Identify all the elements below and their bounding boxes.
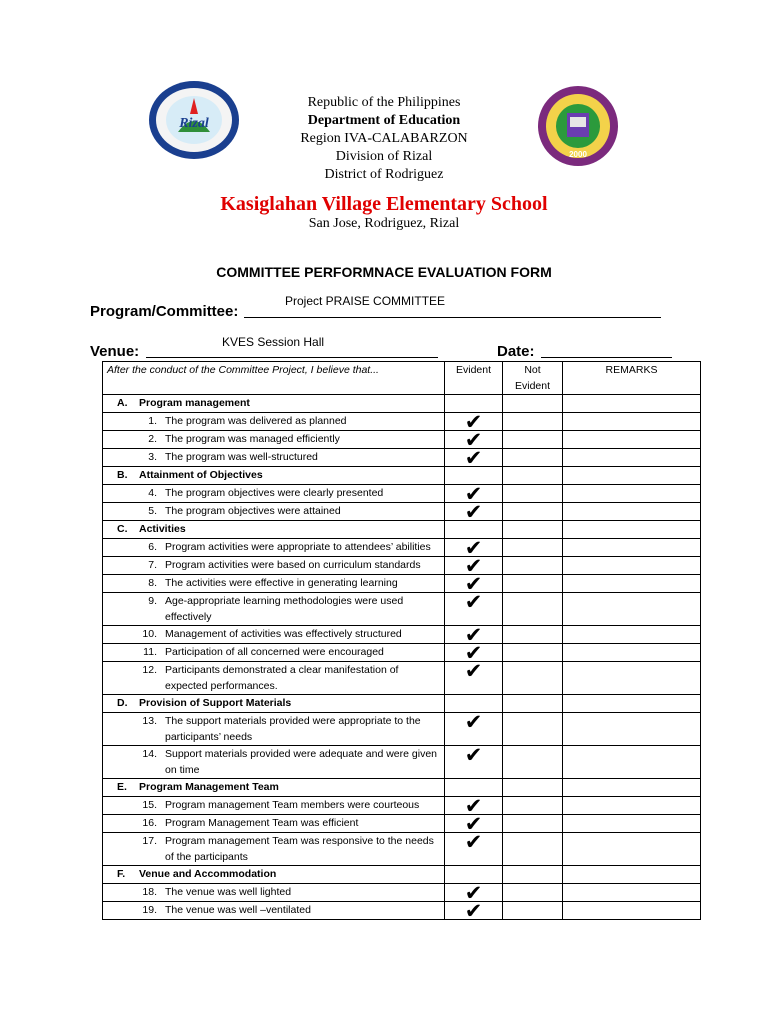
remarks-cell[interactable]: [563, 695, 701, 713]
checkmark-icon: ✔: [464, 830, 483, 854]
criterion-text: Program Management Team was efficient: [165, 817, 359, 829]
criterion-text: The venue was well –ventilated: [165, 904, 311, 916]
criterion-text: The program was delivered as planned: [165, 415, 347, 427]
evident-cell[interactable]: [445, 500, 503, 524]
checkmark-icon: ✔: [464, 572, 483, 596]
table-row: [103, 539, 701, 557]
remarks-cell[interactable]: [563, 575, 701, 593]
criterion-cell: [103, 449, 445, 467]
section-title: Attainment of Objectives: [139, 469, 263, 481]
criterion-text: Program activities were based on curriculum standards: [165, 559, 421, 571]
section-row: [103, 395, 701, 413]
table-row: [103, 449, 701, 467]
not-evident-cell[interactable]: [503, 779, 563, 797]
venue-line[interactable]: [146, 357, 438, 358]
criterion-text: The support materials provided were appropriate to the participants’ needs: [165, 715, 421, 743]
not-evident-cell[interactable]: [503, 575, 563, 593]
criterion-text: Program management Team members were courteous: [165, 799, 420, 811]
remarks-cell[interactable]: [563, 593, 701, 626]
table-row: [103, 644, 701, 662]
criterion-cell: [103, 644, 445, 662]
checkmark-icon: ✔: [464, 710, 483, 734]
criterion-cell: [103, 575, 445, 593]
header-remarks: REMARKS: [563, 362, 701, 395]
checkmark-icon: ✔: [464, 743, 483, 767]
not-evident-cell[interactable]: [503, 503, 563, 521]
section-title: Provision of Support Materials: [139, 697, 292, 709]
table-row: [103, 884, 701, 902]
section-title: Program Management Team: [139, 781, 279, 793]
date-line[interactable]: [541, 357, 672, 358]
school-name: Kasiglahan Village Elementary School: [220, 193, 548, 215]
not-evident-cell[interactable]: [503, 866, 563, 884]
table-row: [103, 485, 701, 503]
header-district: District of Rodriguez: [324, 167, 444, 182]
criterion-number: 7.: [148, 559, 157, 571]
not-evident-cell[interactable]: [503, 815, 563, 833]
remarks-cell[interactable]: [563, 539, 701, 557]
venue-label: Venue:: [90, 343, 140, 360]
criterion-number: 13.: [142, 715, 157, 727]
section-letter: B.: [117, 469, 128, 481]
remarks-cell[interactable]: [563, 815, 701, 833]
not-evident-cell[interactable]: [503, 833, 563, 866]
not-evident-cell[interactable]: [503, 746, 563, 779]
checkmark-icon: ✔: [464, 881, 483, 905]
criterion-text: Program management Team was responsive to the needs of the participants: [165, 835, 434, 863]
checkmark-icon: ✔: [464, 590, 483, 614]
criterion-number: 14.: [142, 748, 157, 760]
remarks-cell[interactable]: [563, 797, 701, 815]
criterion-cell: [103, 815, 445, 833]
evident-cell[interactable]: [445, 659, 503, 695]
checkmark-icon: ✔: [464, 410, 483, 434]
header-not-evident: Not Evident: [503, 362, 563, 395]
remarks-cell[interactable]: [563, 866, 701, 884]
section-letter: C.: [117, 523, 128, 535]
remarks-cell[interactable]: [563, 467, 701, 485]
criterion-cell: [103, 503, 445, 521]
header-republic: Republic of the Philippines: [307, 95, 461, 110]
table-row: [103, 815, 701, 833]
evident-cell[interactable]: [445, 899, 503, 923]
criterion-text: The program was managed efficiently: [165, 433, 340, 445]
not-evident-cell[interactable]: [503, 413, 563, 431]
remarks-cell[interactable]: [563, 662, 701, 695]
criterion-number: 10.: [142, 628, 157, 640]
criterion-cell: [103, 746, 445, 779]
section-title: Activities: [139, 523, 186, 535]
section-heading: [103, 467, 445, 485]
criterion-number: 12.: [142, 664, 157, 676]
criterion-number: 9.: [148, 595, 157, 607]
section-title: Venue and Accommodation: [139, 868, 277, 880]
checkmark-icon: ✔: [464, 536, 483, 560]
remarks-cell[interactable]: [563, 449, 701, 467]
section-title: Program management: [139, 397, 250, 409]
checkmark-icon: ✔: [464, 659, 483, 683]
checkmark-icon: ✔: [464, 812, 483, 836]
evaluation-table: [102, 361, 701, 923]
checkmark-icon: ✔: [464, 794, 483, 818]
table-row: [103, 503, 701, 521]
header-region: Region IVA-CALABARZON: [300, 131, 468, 146]
remarks-cell[interactable]: [563, 644, 701, 662]
table-row: [103, 713, 701, 746]
not-evident-cell[interactable]: [503, 557, 563, 575]
header-evident: Evident: [445, 362, 503, 395]
section-row: [103, 521, 701, 539]
not-evident-cell[interactable]: [503, 644, 563, 662]
section-letter: E.: [117, 781, 127, 793]
criterion-number: 1.: [148, 415, 157, 427]
table-row: [103, 797, 701, 815]
remarks-cell[interactable]: [563, 485, 701, 503]
remarks-cell[interactable]: [563, 626, 701, 644]
criterion-cell: [103, 539, 445, 557]
not-evident-cell[interactable]: [503, 713, 563, 746]
remarks-cell[interactable]: [563, 431, 701, 449]
table-row: [103, 902, 701, 920]
header-department: Department of Education: [307, 113, 461, 128]
criterion-text: The activities were effective in generating learning: [165, 577, 398, 589]
criterion-text: The venue was well lighted: [165, 886, 292, 898]
criterion-cell: [103, 662, 445, 695]
criterion-number: 3.: [148, 451, 157, 463]
not-evident-cell[interactable]: [503, 884, 563, 902]
not-evident-cell[interactable]: [503, 539, 563, 557]
table-row: [103, 626, 701, 644]
section-letter: A.: [117, 397, 128, 409]
remarks-cell[interactable]: [563, 713, 701, 746]
table-header-row: [103, 362, 701, 395]
criterion-number: 5.: [148, 505, 157, 517]
section-heading: [103, 395, 445, 413]
school-address: San Jose, Rodriguez, Rizal: [308, 216, 460, 231]
remarks-cell[interactable]: [563, 521, 701, 539]
svg-text:2000: 2000: [569, 150, 587, 159]
checkmark-icon: ✔: [464, 446, 483, 470]
form-title: COMMITTEE PERFORMNACE EVALUATION FORM: [216, 264, 552, 280]
not-evident-cell[interactable]: [503, 902, 563, 920]
criterion-text: Age-appropriate learning methodologies were used effectively: [165, 595, 404, 623]
table-row: [103, 431, 701, 449]
table-row: [103, 746, 701, 779]
evident-cell[interactable]: [445, 590, 503, 626]
table-row: [103, 557, 701, 575]
table-row: [103, 662, 701, 695]
section-letter: D.: [117, 697, 128, 709]
criterion-number: 16.: [142, 817, 157, 829]
criterion-number: 8.: [148, 577, 157, 589]
remarks-cell[interactable]: [563, 902, 701, 920]
table-row: [103, 575, 701, 593]
criterion-cell: [103, 713, 445, 746]
criterion-number: 11.: [143, 646, 157, 658]
remarks-cell[interactable]: [563, 503, 701, 521]
evident-cell[interactable]: [445, 743, 503, 779]
not-evident-cell[interactable]: [503, 467, 563, 485]
not-evident-cell[interactable]: [503, 695, 563, 713]
criterion-cell: [103, 833, 445, 866]
section-heading: [103, 521, 445, 539]
not-evident-cell[interactable]: [503, 797, 563, 815]
criterion-text: Support materials provided were adequate and were given on time: [165, 748, 438, 776]
not-evident-cell[interactable]: [503, 626, 563, 644]
criterion-cell: [103, 431, 445, 449]
criterion-text: Participation of all concerned were encouraged: [165, 646, 384, 658]
criterion-text: Participants demonstrated a clear manifestation of expected performances.: [165, 664, 399, 692]
header-division: Division of Rizal: [335, 149, 433, 164]
svg-text:Rizal: Rizal: [179, 116, 209, 131]
section-letter: F.: [117, 868, 126, 880]
remarks-cell[interactable]: [563, 884, 701, 902]
section-row: [103, 866, 701, 884]
section-heading: [103, 866, 445, 884]
table-row: [103, 833, 701, 866]
section-row: [103, 695, 701, 713]
date-label: Date:: [497, 343, 535, 360]
remarks-cell[interactable]: [563, 779, 701, 797]
checkmark-icon: ✔: [464, 554, 483, 578]
criterion-number: 4.: [148, 487, 157, 499]
checkmark-icon: ✔: [464, 428, 483, 452]
not-evident-cell[interactable]: [503, 395, 563, 413]
remarks-cell[interactable]: [563, 413, 701, 431]
checkmark-icon: ✔: [464, 482, 483, 506]
criterion-text: The program objectives were attained: [165, 505, 341, 517]
criterion-cell: [103, 413, 445, 431]
not-evident-cell[interactable]: [503, 449, 563, 467]
table-row: [103, 593, 701, 626]
criterion-number: 2.: [148, 433, 157, 445]
criterion-cell: [103, 884, 445, 902]
program-committee-line[interactable]: [244, 317, 661, 318]
section-heading: [103, 695, 445, 713]
evident-cell[interactable]: [445, 710, 503, 746]
venue-value: KVES Session Hall: [222, 335, 325, 349]
criterion-cell: [103, 593, 445, 626]
not-evident-cell[interactable]: [503, 521, 563, 539]
remarks-cell[interactable]: [563, 746, 701, 779]
criterion-number: 15.: [142, 799, 157, 811]
remarks-cell[interactable]: [563, 833, 701, 866]
remarks-cell[interactable]: [563, 395, 701, 413]
criterion-cell: [103, 485, 445, 503]
evident-cell[interactable]: [445, 830, 503, 866]
criterion-cell: [103, 557, 445, 575]
criterion-text: Program activities were appropriate to attendees’ abilities: [165, 541, 431, 553]
program-committee-value: Project PRAISE COMMITTEE: [285, 294, 446, 308]
evident-cell[interactable]: [445, 446, 503, 470]
criterion-number: 18.: [142, 886, 157, 898]
section-heading: [103, 779, 445, 797]
not-evident-cell[interactable]: [503, 662, 563, 695]
checkmark-icon: ✔: [464, 623, 483, 647]
not-evident-cell[interactable]: [503, 431, 563, 449]
criterion-number: 19.: [142, 904, 157, 916]
table-row: [103, 413, 701, 431]
criterion-number: 6.: [148, 541, 157, 553]
remarks-cell[interactable]: [563, 557, 701, 575]
not-evident-cell[interactable]: [503, 593, 563, 626]
checkmark-icon: ✔: [464, 641, 483, 665]
section-row: [103, 779, 701, 797]
criterion-cell: [103, 902, 445, 920]
section-row: [103, 467, 701, 485]
criterion-text: The program was well-structured: [165, 451, 318, 463]
criterion-cell: [103, 626, 445, 644]
checkmark-icon: ✔: [464, 500, 483, 524]
not-evident-cell[interactable]: [503, 485, 563, 503]
criterion-cell: [103, 797, 445, 815]
criterion-number: 17.: [142, 835, 157, 847]
program-committee-label: Program/Committee:: [90, 303, 239, 320]
criterion-text: The program objectives were clearly presented: [165, 487, 384, 499]
checkmark-icon: ✔: [464, 899, 483, 923]
criterion-text: Management of activities was effectively structured: [165, 628, 402, 640]
header-question: After the conduct of the Committee Project, I believe that...: [103, 362, 445, 395]
